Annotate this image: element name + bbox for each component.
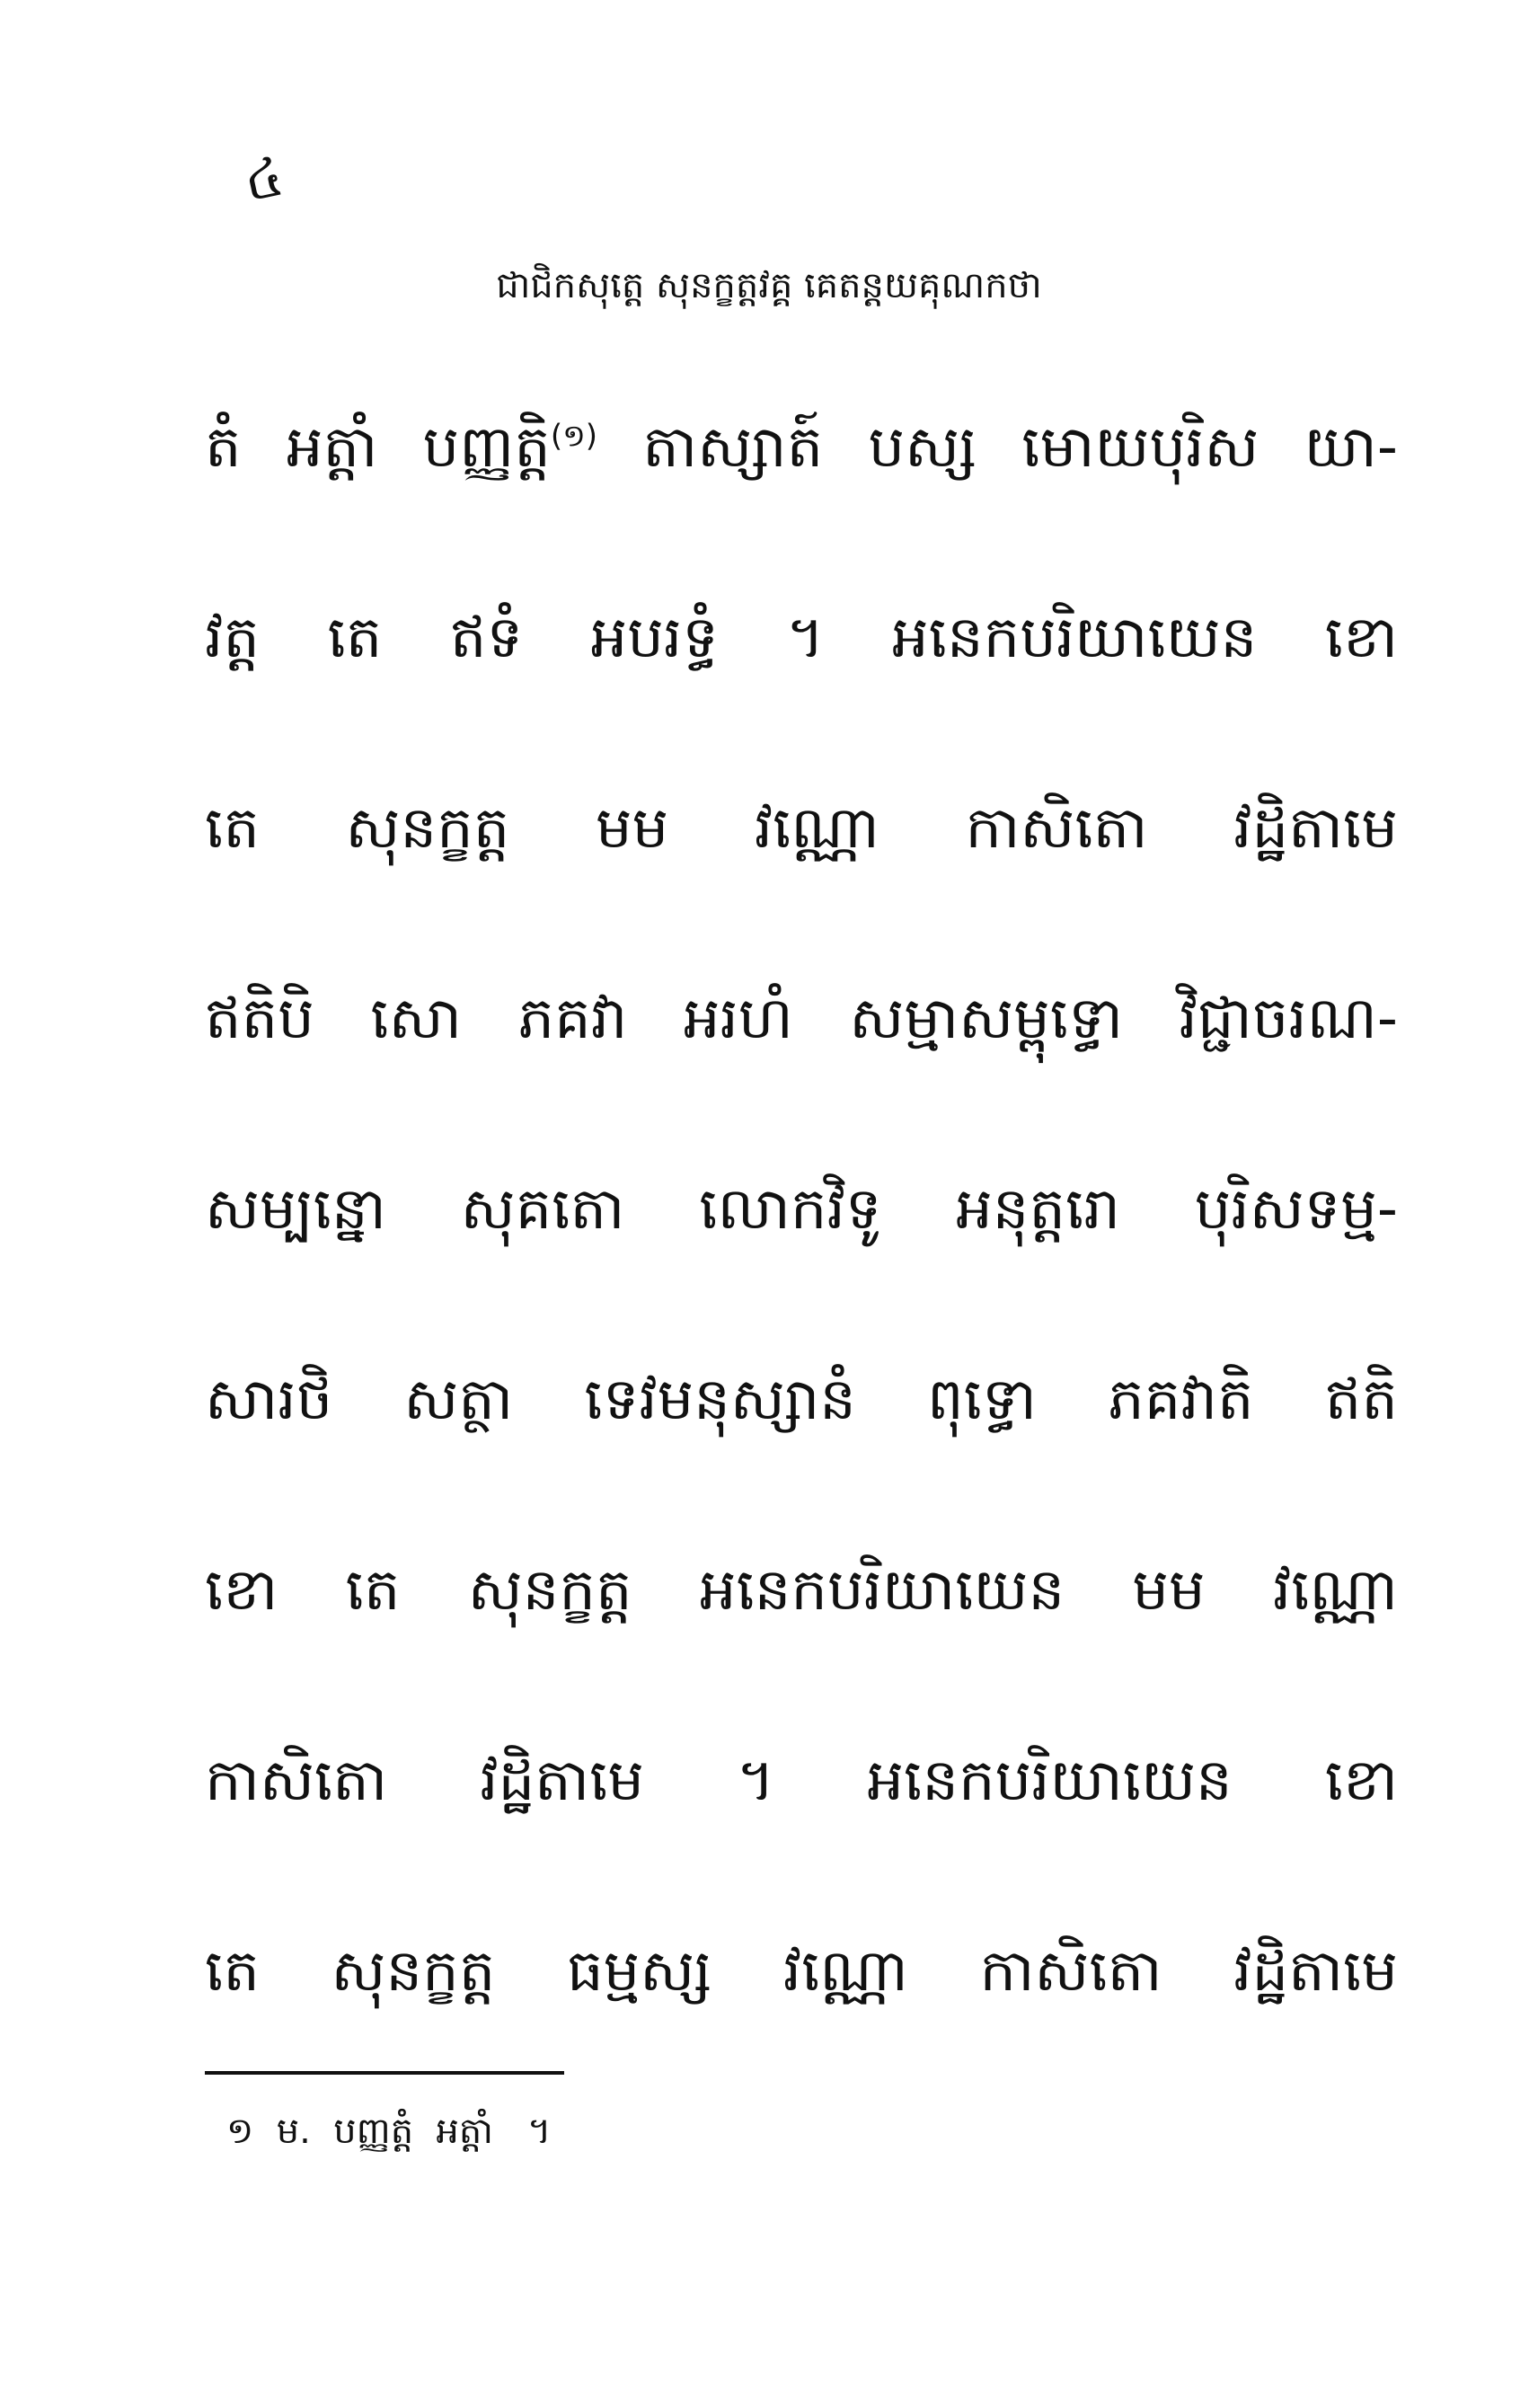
word: សុគតោ: [460, 1176, 625, 1243]
word: យា-: [1304, 414, 1398, 481]
word: វណ្ណោ: [1272, 1557, 1398, 1624]
word: បញ្ញត្តិ: [422, 414, 551, 481]
word: ខោ: [1324, 1748, 1398, 1814]
word: អនេកបរិយាយេន: [892, 605, 1258, 671]
word: សុនក្ខត្ត: [331, 1938, 496, 2005]
word: តាស្សាត៍: [642, 414, 824, 481]
word: មោយបុរិស: [1021, 414, 1260, 481]
text-line: [205, 794, 1398, 985]
word: សុនក្ខត្ត: [345, 795, 510, 862]
word: មម: [595, 795, 669, 862]
word: ខោ: [205, 1557, 278, 1624]
word: វណ្ណោ: [754, 795, 879, 862]
word: វណ្ណោ: [782, 1938, 908, 2005]
word: វដ្ឋិតាមេ: [480, 1748, 645, 1814]
running-header: ជាជិកសុត្តេ សុនក្ខត្តវគ្គ គេតន្តយគុណកថា: [496, 265, 1042, 306]
word: ខោ: [1324, 605, 1398, 671]
word: ភគវា: [517, 986, 628, 1052]
word: កាសិតោ: [965, 795, 1148, 862]
word: ។: [786, 605, 825, 671]
word: កាសិតោ: [979, 1938, 1162, 2005]
word: វត្ត: [205, 605, 260, 671]
footnote-ref: (១): [550, 418, 598, 455]
word: អនុត្តរោ: [956, 1176, 1120, 1243]
word: ឥតិ: [1324, 1367, 1398, 1433]
text-line: [205, 1747, 1398, 1937]
word: សារថិ: [205, 1367, 333, 1433]
word: បស្ស: [868, 414, 977, 481]
word: មម: [1132, 1557, 1206, 1624]
word: តំ: [205, 414, 242, 481]
page-number: ៤: [238, 145, 289, 215]
word: បុរិសទម្ម-: [1194, 1176, 1398, 1243]
text-line: [205, 1366, 1398, 1556]
text-line: [205, 413, 1398, 604]
text-line: [205, 604, 1398, 794]
footnote-divider: [205, 2071, 564, 2075]
word: វដ្ឋិតាមេ: [1233, 1938, 1398, 2005]
word: លោកវិទូ: [699, 1176, 882, 1243]
word: តេ: [205, 1938, 260, 2005]
footnote: ១ ម. បញ្ញត្តំ អត្តាំ ។: [226, 2111, 552, 2152]
word: ឥតិបិ: [205, 986, 314, 1052]
word: អនេកបរិយាយេន: [699, 1557, 1065, 1624]
word: កាសិតោ: [205, 1748, 388, 1814]
word: ទេវមនុស្សានំ: [584, 1367, 856, 1433]
word: ធម្មស្ស: [566, 1938, 712, 2005]
text-line: [205, 985, 1398, 1175]
word: អរហំ: [683, 986, 793, 1052]
word: សម្មាសម្ពុទ្ធោ: [849, 986, 1123, 1052]
text-line: [205, 1556, 1398, 1747]
word: អត្តាំ: [286, 414, 378, 481]
word: វដ្ឋិតាមេ: [1233, 795, 1398, 862]
word: ។: [737, 1748, 775, 1814]
word-with-footnote-ref: [423, 413, 597, 482]
word: សម្បន្នោ: [205, 1176, 386, 1243]
word: អនេកបរិយាយេន: [867, 1748, 1233, 1814]
body-text: [205, 413, 1398, 2128]
word: តេ: [345, 1557, 401, 1624]
word: សុនក្ខត្ត: [467, 1557, 632, 1624]
word: វិជ្ជាចរណ-: [1179, 986, 1398, 1052]
word: អបរទ្ធំ: [590, 605, 719, 671]
text-line: [205, 1937, 1398, 2128]
word: តេ: [327, 605, 383, 671]
word: តេ: [205, 795, 260, 862]
word: ពុទ្ធោ: [927, 1367, 1037, 1433]
text-line: [205, 1175, 1398, 1366]
word: ឥទំ: [449, 605, 524, 671]
word: សោ: [370, 986, 462, 1052]
word: ភគវាតិ: [1108, 1367, 1254, 1433]
word: សត្ថា: [403, 1367, 514, 1433]
